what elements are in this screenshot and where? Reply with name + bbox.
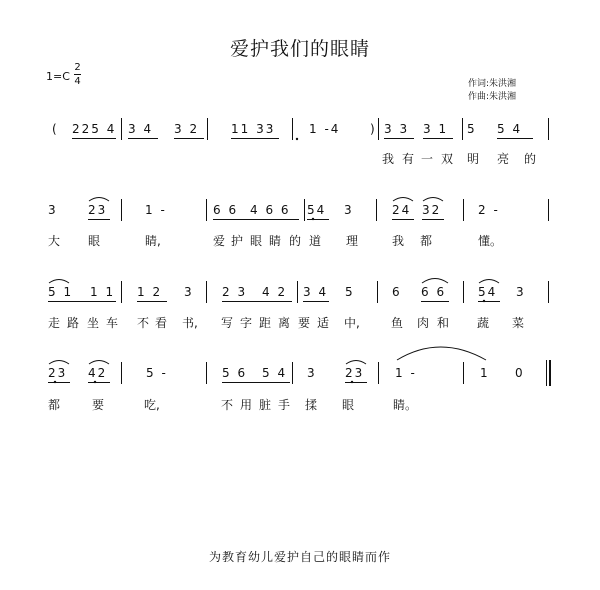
time-signature-top: 2	[74, 62, 81, 73]
lyric-char: 眼	[342, 398, 355, 412]
lyric-char: 用	[240, 398, 253, 412]
lyric-char: 爱	[213, 234, 226, 248]
lyric-char: 揉	[305, 398, 318, 412]
lyric-char: 要	[92, 398, 105, 412]
lyric-char: 大	[48, 234, 61, 248]
lyric-char: 鱼	[391, 316, 404, 330]
note-group: 6 6	[421, 285, 447, 299]
note-group: 3	[184, 285, 194, 299]
note-group: 6 6	[213, 203, 239, 217]
lyric-char: 一	[421, 152, 434, 166]
note-group: 42	[88, 366, 108, 380]
note-group: 1 -4	[309, 122, 341, 136]
dedication-footer: 为教育幼儿爱护自己的眼睛而作	[208, 550, 391, 564]
composer-credit: 作曲:朱洪湘	[468, 92, 517, 102]
note-group: 3 4	[303, 285, 329, 299]
note-group: 11 33	[231, 122, 276, 136]
lyric-char: 的	[289, 234, 302, 248]
lyric-char: 的	[524, 152, 537, 166]
note-group: 4 6 6	[250, 203, 291, 217]
note-group: 225 4	[72, 122, 117, 136]
note-group: 54	[478, 285, 498, 299]
time-signature-bottom: 4	[74, 76, 81, 87]
note-group: )	[370, 122, 377, 136]
note-group: 0	[515, 366, 525, 380]
song-title: 爱护我们的眼睛	[229, 38, 370, 60]
lyric-char: 有	[402, 152, 415, 166]
note-group: 2 3	[222, 285, 248, 299]
note-group: 1 1	[90, 285, 116, 299]
note-group: 54	[307, 203, 327, 217]
note-group: 1 -	[145, 203, 167, 217]
lyric-char: 和	[437, 316, 450, 330]
lyric-char: 看	[155, 316, 168, 330]
lyric-char: 我	[382, 152, 395, 166]
lyric-char: 写	[221, 316, 234, 330]
lyric-char: 中,	[344, 316, 360, 330]
key-signature: 1=C	[46, 70, 70, 83]
note-group: 23	[88, 203, 108, 217]
lyric-char: 车	[106, 316, 119, 330]
lyric-char: 路	[67, 316, 80, 330]
lyric-char: 睛,	[145, 234, 161, 248]
note-group: 3 4	[128, 122, 154, 136]
lyric-char: 都	[48, 398, 61, 412]
note-group: 1	[480, 366, 490, 380]
lyric-char: 走	[48, 316, 61, 330]
lyric-char: 眼	[88, 234, 101, 248]
lyric-char: 坐	[87, 316, 100, 330]
lyric-char: 双	[441, 152, 454, 166]
note-group: 1 2	[137, 285, 163, 299]
note-group: 32	[422, 203, 442, 217]
note-group: 5 6	[222, 366, 248, 380]
note-group: 3 1	[423, 122, 449, 136]
lyric-char: 睛。	[393, 398, 418, 412]
note-group: 3 3	[384, 122, 410, 136]
note-group: 3 2	[174, 122, 200, 136]
lyric-char: 手	[278, 398, 291, 412]
note-group: 3	[516, 285, 526, 299]
lyric-char: 脏	[259, 398, 272, 412]
lyricist-credit: 作词:朱洪湘	[468, 79, 517, 89]
lyric-char: 离	[278, 316, 291, 330]
note-group: 6	[392, 285, 402, 299]
note-group: 2 -	[478, 203, 500, 217]
lyric-char: 道	[309, 234, 322, 248]
note-group: 5	[345, 285, 355, 299]
lyric-char: 书,	[182, 316, 198, 330]
lyric-char: 睛	[269, 234, 282, 248]
note-group: 5 4	[262, 366, 288, 380]
lyric-char: 理	[346, 234, 359, 248]
note-group: 24	[392, 203, 412, 217]
lyric-char: 肉	[417, 316, 430, 330]
lyric-char: 距	[259, 316, 272, 330]
lyric-char: 吃,	[144, 398, 160, 412]
lyric-char: 不	[137, 316, 150, 330]
note-group: 5 4	[497, 122, 523, 136]
note-group: 23	[345, 366, 365, 380]
lyric-char: 字	[240, 316, 253, 330]
lyric-char: 蔬	[477, 316, 490, 330]
note-group: 4 2	[262, 285, 288, 299]
lyric-char: 亮	[497, 152, 510, 166]
lyric-char: 都	[420, 234, 433, 248]
lyric-char: 适	[317, 316, 330, 330]
note-group: 23	[48, 366, 68, 380]
lyric-char: 懂。	[478, 234, 503, 248]
note-group: 3	[48, 203, 58, 217]
note-group: 1 -	[395, 366, 417, 380]
lyric-char: 眼	[250, 234, 263, 248]
lyric-char: 护	[231, 234, 244, 248]
note-group: 5 -	[146, 366, 168, 380]
note-group: 5 1	[48, 285, 74, 299]
note-group: 3	[344, 203, 354, 217]
lyric-char: 要	[298, 316, 311, 330]
note-group: 3	[307, 366, 317, 380]
note-group: 5	[467, 122, 477, 136]
lyric-char: 我	[392, 234, 405, 248]
lyric-char: 明	[467, 152, 480, 166]
lyric-char: 菜	[512, 316, 525, 330]
note-group: (	[52, 122, 59, 136]
lyric-char: 不	[221, 398, 234, 412]
